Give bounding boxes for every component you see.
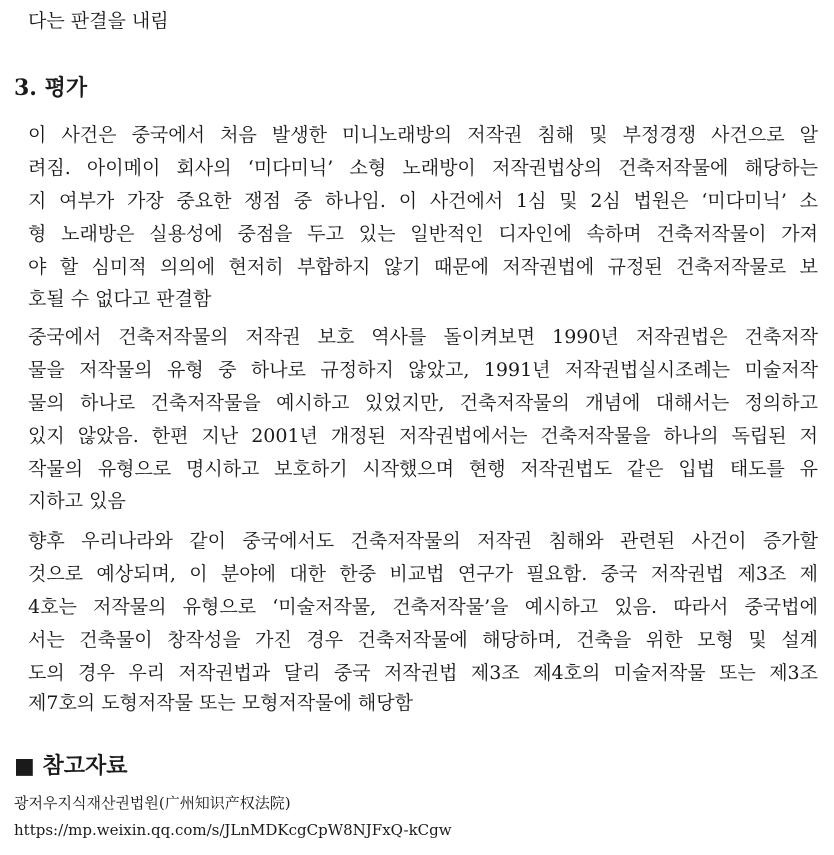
section-title: 3. 평가: [14, 75, 88, 101]
paragraph-line: 려짐. 아이메이 회사의 ‘미다미닉’ 소형 노래방이 저작권법상의 건축저작물에 해당하는: [28, 157, 818, 179]
paragraph-line: 물의 하나로 건축저작물을 예시하고 있었지만, 건축저작물의 개념에 대해서는 정의하고: [28, 392, 818, 414]
paragraph-line: 서는 건축물이 창작성을 가진 경우 건축저작물에 해당하며, 건축을 위한 모형 및 설계: [28, 629, 818, 651]
paragraph-line: 작물의 유형으로 명시하고 보호하기 시작했으며 현행 저작권법도 같은 입법 태도를 유: [28, 458, 818, 480]
reference-url[interactable]: https://mp.weixin.qq.com/s/JLnMDKcgCpW8NJFxQ-kCgw: [14, 821, 452, 839]
paragraph-line: 향후 우리나라와 같이 중국에서도 건축저작물의 저작권 침해와 관련된 사건이 증가할: [28, 530, 818, 552]
paragraph-line: 것으로 예상되며, 이 분야에 대한 한중 비교법 연구가 필요함. 중국 저작권법 제3조 제: [28, 563, 818, 585]
paragraph-line: 4호는 저작물의 유형으로 ‘미술저작물, 건축저작물’을 예시하고 있음. 따라서 중국법에: [28, 596, 818, 618]
paragraph-line: 제7호의 도형저작물 또는 모형저작물에 해당함: [28, 692, 413, 714]
paragraph-line: 있지 않았음. 한편 지난 2001년 개정된 저작권법에서는 건축저작물을 하나의 독립된 저: [28, 425, 818, 447]
reference-source: 광저우지식재산권법원(广州知识产权法院): [14, 794, 291, 812]
paragraph-line: 야 할 심미적 의의에 현저히 부합하지 않기 때문에 저작권법에 규정된 건축저작물로 보: [28, 256, 818, 278]
paragraph-line: 물을 저작물의 유형 중 하나로 규정하지 않았고, 1991년 저작권법실시조례는 미술저작: [28, 359, 818, 381]
paragraph-line: 중국에서 건축저작물의 저작권 보호 역사를 돌이켜보면 1990년 저작권법은 건축저작: [28, 326, 818, 348]
paragraph-line: 호될 수 없다고 판결함: [28, 288, 212, 310]
paragraph-line: 지하고 있음: [28, 490, 126, 512]
paragraph-line: 이 사건은 중국에서 처음 발생한 미니노래방의 저작권 침해 및 부정경쟁 사건으로 알: [28, 124, 818, 146]
references-title: ■ 참고자료: [14, 753, 128, 779]
intro-line: 다는 판결을 내림: [28, 10, 169, 32]
paragraph-line: 지 여부가 가장 중요한 쟁점 중 하나임. 이 사건에서 1심 및 2심 법원은 ‘미다미닉’ 소: [28, 190, 818, 212]
paragraph-line: 도의 경우 우리 저작권법과 달리 중국 저작권법 제3조 제4호의 미술저작물 또는 제3조: [28, 662, 818, 684]
paragraph-line: 형 노래방은 실용성에 중점을 두고 있는 일반적인 디자인에 속하며 건축저작물이 가져: [28, 223, 818, 245]
